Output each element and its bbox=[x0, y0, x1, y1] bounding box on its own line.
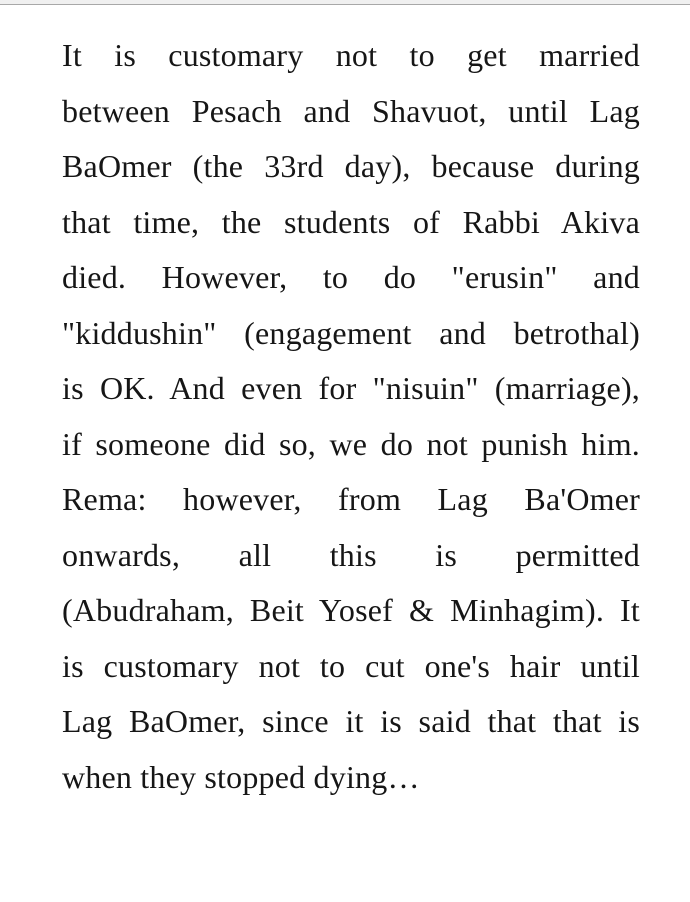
text-line: between Pesach and Shavuot, until Lag bbox=[62, 92, 640, 129]
text-line: onwards, all this is permitted bbox=[62, 536, 640, 573]
text-line: (Abudraham, Beit Yosef & Minhagim). It bbox=[62, 592, 640, 628]
text-line: when they stopped dying… bbox=[62, 758, 420, 795]
text-line: is OK. And even for "nisuin" (marriage), bbox=[62, 370, 640, 406]
text-line: that time, the students of Rabbi Akiva bbox=[62, 203, 640, 240]
paragraph bbox=[62, 28, 640, 805]
text-line: BaOmer (the 33rd day), because during bbox=[62, 148, 640, 184]
text-line: is customary not to cut one's hair until bbox=[62, 647, 640, 684]
page-top-divider bbox=[0, 0, 690, 5]
text-line: Rema: however, from Lag Ba'Omer bbox=[62, 481, 640, 517]
text-line: Lag BaOmer, since it is said that that is bbox=[62, 703, 640, 739]
text-line: died. However, to do "erusin" and bbox=[62, 259, 640, 295]
text-line: "kiddushin" (engagement and betrothal) bbox=[62, 314, 640, 351]
text-line: if someone did so, we do not punish him. bbox=[62, 425, 640, 462]
text-line: It is customary not to get married bbox=[62, 37, 640, 73]
